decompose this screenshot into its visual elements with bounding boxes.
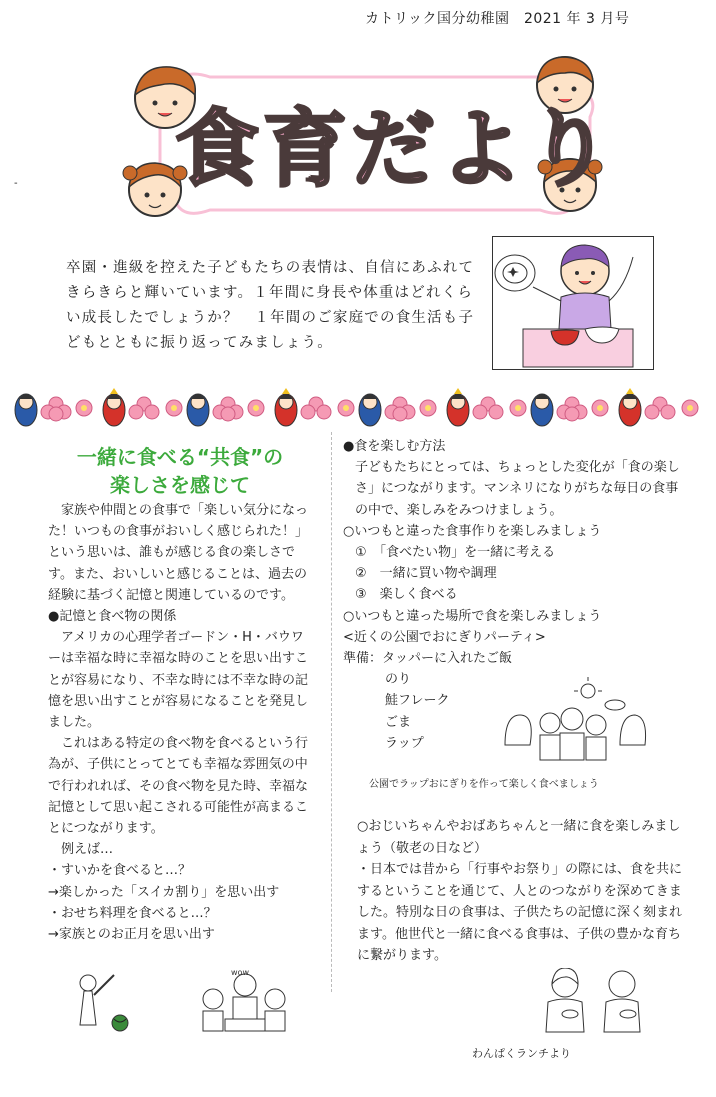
dash-mark: -: [14, 178, 18, 189]
example-osechi-result: →家族とのお正月を思い出す: [48, 927, 215, 943]
watermelon-split-illustration: [70, 965, 140, 1035]
park-caption: 公園でラップおにぎりを作って楽しく食べましょう: [369, 779, 599, 790]
intro-paragraph: 卒園・進級を控えた子どもたちの表情は、自信にあふれてきらきらと輝いています。１年間に身長や体重はどれくらい成長したでしょうか？ １年間のご家庭での食生活も子どもとともに振り返ってみましょう。: [66, 260, 475, 351]
example-osechi: ・おせち料理を食べると…？: [48, 905, 217, 921]
grandparents-section: [357, 816, 687, 967]
idea-cooking-item-3: ③ 楽しく食べる: [355, 587, 458, 603]
park-picnic-illustration: [500, 675, 650, 765]
grandparents-eating-illustration: [540, 968, 650, 1034]
heading-line-2: 楽しさを感じて: [110, 473, 250, 497]
left-paragraph-1: 家族や仲間との食事で「楽しい気分になった！いつもの食事がおいしく感じられた！」という思いは、誰もが感じる食の楽しさです。また、おいしいと感じることは、過去の経験に基づく記憶と関連しているのです。: [48, 503, 309, 603]
prep-item-salmon: 鮭フレーク: [385, 693, 450, 709]
example-watermelon-result: →楽しかった「スイカ割り」を思い出す: [48, 884, 280, 900]
idea-place: ○いつもと違った場所で食を楽しみましょう: [343, 608, 602, 624]
left-paragraph-2: アメリカの心理学者ゴードン・H・バウワーは幸福な時に幸福な時のことを思い出すことが容易になり、不幸な時には不幸な時の記憶を思い出すことが容易になることを発見しました。: [48, 630, 309, 731]
section-heading-kyoshoku: [40, 443, 320, 499]
example-watermelon: ・すいかを食べると…？: [48, 863, 192, 879]
grandparents-paragraph: ・日本では昔から「行事やお祭り」の際には、食を共にするということを通じて、人とのつながりを深めてきました。特別な日の食事は、子供たちの記憶に深く刻まれます。他世代と一緒に食べる食事は、子供の豊かな育ちに繋がります。: [357, 862, 683, 963]
flower-icon: [41, 397, 71, 421]
idea-grandparents: ○おじいちゃんやおばあちゃんと一緒に食を楽しみましょう（敬老の日など）: [357, 819, 681, 856]
prep-item-nori: のり: [385, 672, 412, 688]
wow-text: wow: [231, 968, 249, 977]
idea-place-sub: <近くの公園でおにぎりパーティ>: [343, 629, 546, 645]
idea-cooking-item-2: ② 一緒に買い物や調理: [355, 566, 497, 582]
left-column-body: [48, 500, 313, 945]
flower-icon: [129, 397, 159, 419]
example-intro: 例えば…: [61, 842, 114, 858]
prep-item-wrap: ラップ: [385, 735, 424, 751]
issue-header: カトリック国分幼稚園 2021 年 3 月号: [365, 11, 630, 27]
idea-cooking: ○いつもと違った食事作りを楽しみましょう: [343, 523, 602, 539]
right-section-title: ●食を楽しむ方法: [343, 439, 446, 454]
doll-icon: [103, 388, 125, 426]
doll-icon: [15, 394, 37, 426]
right-section-paragraph: 子どもたちにとっては、ちょっとした変化が「食の楽しさ」につながります。マンネリになりがちな毎日の食事の中で、楽しみをみつけましょう。: [355, 460, 680, 518]
family-new-year-illustration: [195, 965, 295, 1035]
left-subheading-memory: ●記憶と食べ物の関係: [48, 609, 177, 625]
flower-icon: [166, 400, 182, 416]
newsletter-title: 食育だより: [175, 100, 616, 198]
flower-icon: [76, 400, 92, 416]
prep-item-sesame: ごま: [385, 714, 412, 730]
column-divider: [331, 432, 333, 992]
prep-line: 準備：タッパーに入れたご飯: [343, 651, 513, 667]
left-paragraph-3: これはある特定の食べ物を食べるという行為が、子供にとってとても幸福な雰囲気の中で行われれば、その食べ物を見た時、幸福な記憶として思い起こされる可能性が高まることにつながります。: [48, 736, 309, 837]
heading-line-1: 一緒に食べる“共食”の: [76, 445, 284, 469]
child-with-plate-illustration: [492, 236, 654, 370]
hina-doll-divider: [14, 386, 704, 430]
idea-cooking-item-1: ① 「食べたい物」を一緒に考える: [355, 545, 556, 561]
source-caption: わんぱくランチより: [472, 1047, 571, 1060]
